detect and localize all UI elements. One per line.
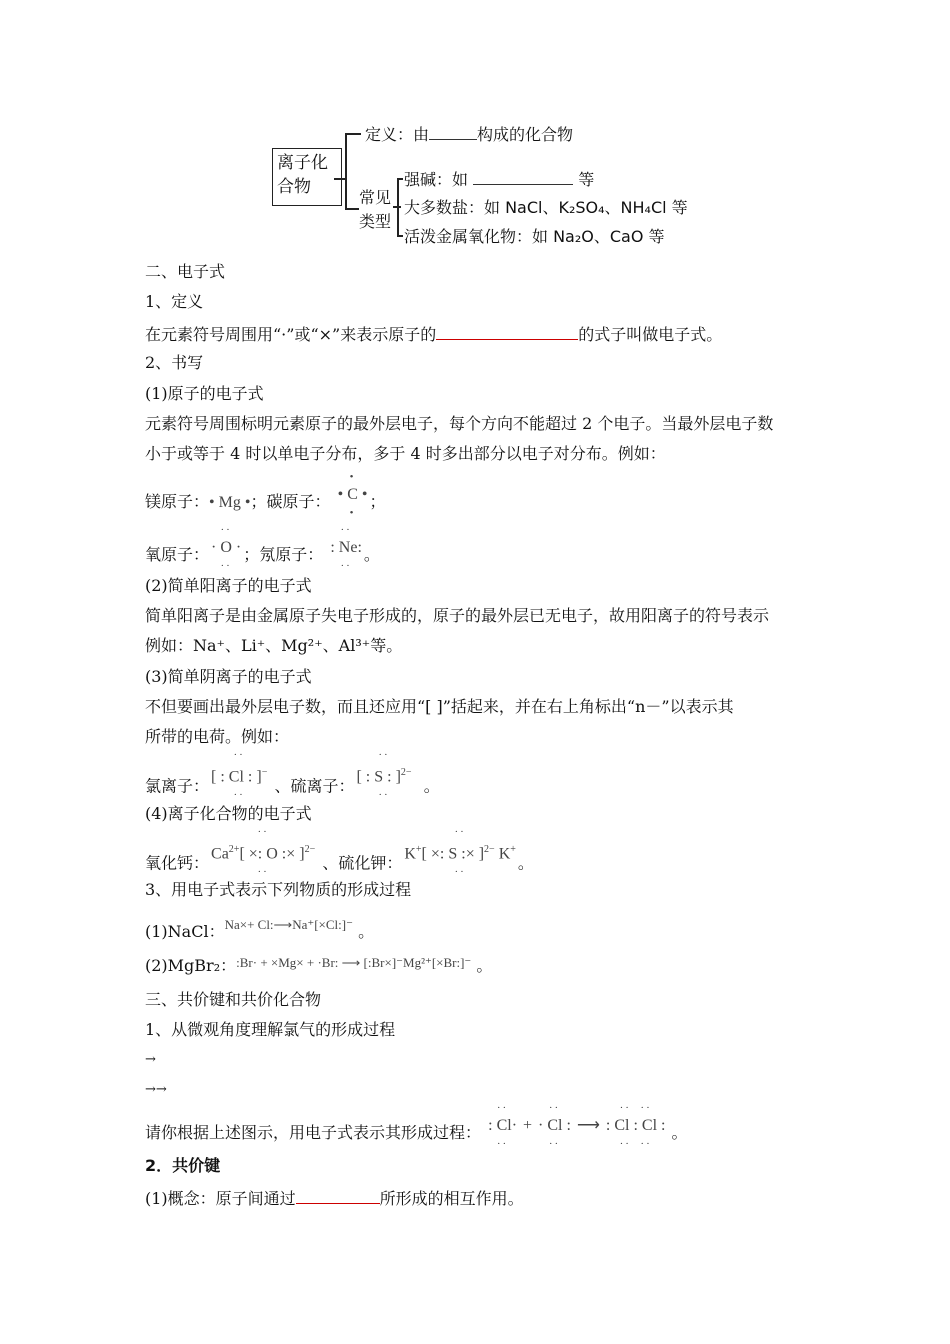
subheading: (4)离子化合物的电子式 [145,804,312,823]
document-page: 离子化合物 定义：由 构成的化合物 常见类型 强碱：如 等 大多数盐：如 NaCl、K₂SO₄、NH₄Cl 等 活泼金属氧化物：如 Na₂O、CaO 等 二、电子式 1、定义 在元素符号周围用“·”或“×”来表示原子的 的式子叫做电子式。 2、书写 (1)原子的电子式 元素符号周围标明元素原子的最外层电子，每个方向不能超过 2 个电子。当最外层电子数 小于或等于 4 时以单电子分布，多于 4 时多出部分以电子对分布。例如： 镁原子：• Mg •；碳原子： • C • • • ； 氧原子： · O · ·· ·· ；氖原子： : Ne: ·· ·· 。 (2)简单阳离子的电子式 简单阳离子是由金属原子失电子形成的，原子的最外层已无电子，故用阳离子的符号表示 例如：Na⁺、Li⁺、Mg²⁺、Al³⁺等。 (3)简单阴离子的电子式 不但要画出最外层电子数，而且还应用“[ ]”括起来，并在右上角标出“n－”以表示其 所带的电荷。例如： 氯离子： [ : Cl : ]− ·· ·· 、硫离子： [ : S : ]$^{2-}$ ·· ·· 。 (4)离子化合物的电子式 氧化钙： $Ca^{2+}$[ ×: O :× ]$^{2-}$ ·· ·· 、硫化钾： K+[ ×: S :× ]$^{2-}$ K+ ·· ·· 。 3、用电子式表示下列物质的形成过程 (1)NaCl：$^{Na\times+ Cl:⟶Na^+[\times Cl:]^-}$ 。 (2)MgBr₂：$^{:Br\cdot + \times Mg\times + \cdot Br: ⟶ [:Br\times]^-Mg^{2+}[\times Br:]^-}$ 。 三、共价键和共价化合物 1、从微观角度理解氯气的形成过程 → →→ 请你根据上述图示，用电子式表示其形成过程： : Cl· ·· ·· + · Cl : ·· ·· ⟶ : Cl : Cl : ·· ·· ·· ·· 。 2．共价键 (1)概念：原子间通过 所形成的相互作用。 [0,0,950,1344]
paragraph: 在元素符号周围用“·”或“×”来表示原子的 的式子叫做电子式。 [145,325,723,344]
paragraph: 简单阳离子是由金属原子失电子形成的，原子的最外层已无电子，故用阳离子的符号表示 [145,606,770,625]
subheading: (3)简单阴离子的电子式 [145,667,312,686]
paragraph: 元素符号周围标明元素原子的最外层电子，每个方向不能超过 2 个电子。当最外层电子数 [145,414,774,433]
arrow-line: → [145,1052,156,1067]
anion-examples: 氯离子： [ : Cl : ]− ·· ·· 、硫离子： [ : S : ]$^{2-}$ ·· ·· 。 [145,749,440,802]
subheading: 2．共价键 [145,1156,221,1175]
paragraph: (1)概念：原子间通过 所形成的相互作用。 [145,1189,524,1208]
atom-examples-2: 氧原子： · O · ·· ·· ；氖原子： : Ne: ·· ·· 。 [145,524,380,572]
formation-mgbr2: (2)MgBr₂：$^{:Br\cdot + \times Mg\times + \cdot Br: ⟶ [:Br\times]^-Mg^{2+}[\times Br:]^-}$ 。 [145,955,493,975]
subheading: (2)简单阳离子的电子式 [145,576,312,595]
formation-nacl: (1)NaCl：$^{Na\times+ Cl:⟶Na^+[\times Cl:]^-}$ 。 [145,917,375,941]
concept-map-root: 离子化合物 [272,148,342,206]
section-heading: 二、电子式 [145,262,226,281]
paragraph: 例如：Na⁺、Li⁺、Mg²⁺、Al³⁺等。 [145,636,403,655]
subheading: 2、书写 [145,353,204,372]
arrow-line: →→ [145,1082,167,1097]
answer-blank[interactable] [436,323,578,340]
paragraph: 所带的电荷。例如： [145,727,290,746]
answer-blank[interactable] [296,1187,380,1204]
paragraph: 不但要画出最外层电子数，而且还应用“[ ]”括起来，并在右上角标出“n－”以表示其 [145,697,734,716]
paragraph: 小于或等于 4 时以单电子分布，多于 4 时多出部分以电子对分布。例如： [145,444,666,463]
subheading: 3、用电子式表示下列物质的形成过程 [145,880,412,899]
ionic-examples: 氧化钙： $Ca^{2+}$[ ×: O :× ]$^{2-}$ ·· ·· 、硫化钾： K+[ ×: S :× ]$^{2-}$ K+ ·· ·· 。 [145,826,534,879]
subheading: 1、从微观角度理解氯气的形成过程 [145,1020,396,1039]
cl2-formation: 请你根据上述图示，用电子式表示其形成过程： : Cl· ·· ·· + · Cl : ·· ·· ⟶ : Cl : Cl : ·· ·· ·· ·· 。 [145,1102,688,1150]
subheading: (1)原子的电子式 [145,384,264,403]
atom-examples-1: 镁原子：• Mg •；碳原子： • C • • • ； [145,471,386,519]
subheading: 1、定义 [145,292,204,311]
section-heading: 三、共价键和共价化合物 [145,990,322,1009]
